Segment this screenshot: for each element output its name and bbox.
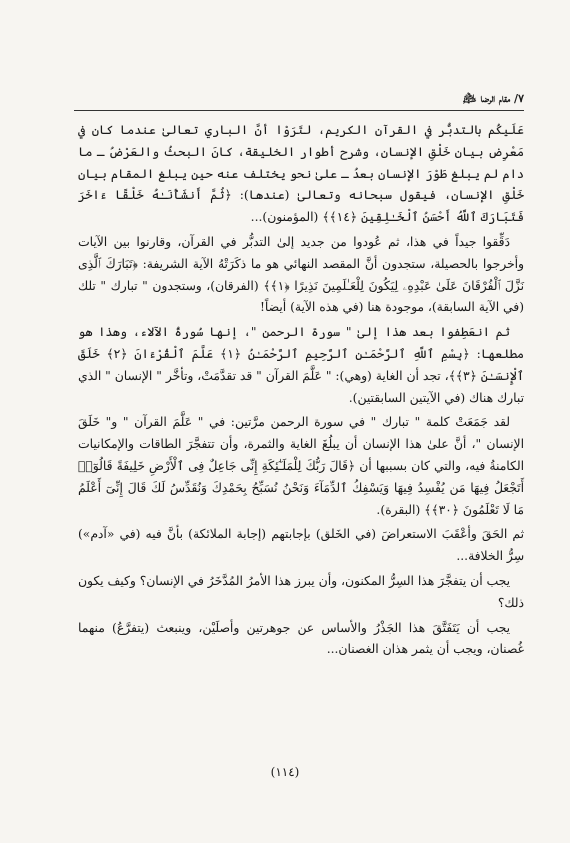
paragraph: لقد جَمَعَتْ كلمة " تبارك " في سورة الرحمن مرَّتين: في " عَلَّمَ القرآن " و" خَلَقَ الإنسان "، أنَّ علىٰ هذا الإنسان أن يبلُغَ الغاية والثمرة، وأن تتفجَّرَ الطاقات والإمكانيات الكامنةُ فيه، والتي كان بسببها أن ﴿قَالَ رَبُّكَ لِلْمَلَـٰٓئِكَةِ إِنِّى جَاعِلٌ فِى ٱلْأَرْضِ خَلِيفَةً قَالُوٓا۟ أَتَجْعَلُ فِيهَا مَن يُفْسِدُ فِيهَا وَيَسْفِكُ ٱلدِّمَآءَ وَنَحْنُ نُسَبِّحُ بِحَمْدِكَ وَنُقَدِّسُ لَكَ قَالَ إِنِّىٓ أَعْلَمُ مَا لَا تَعْلَمُونَ ﴿٣٠﴾﴾ (البقرة). — [78, 415, 524, 517]
paragraph: دَقِّقوا جيداً في هذا، ثم عُودوا من جديد إلىٰ التدبُّر في القرآن، وقارنوا بين الآيات وأخرجوا بالحصيلة، ستجدون أنَّ المقصد النهائي هو ما ذكَرَتْهُ الآية الشريفة: ﴿تَبَارَكَ ٱلَّذِى نَزَّلَ ٱلْفُرْقَانَ عَلَىٰ عَبْدِهِۦ لِيَكُونَ لِلْعَـٰلَمِينَ نَذِيرًا ﴿١﴾﴾ (الفرقان)، وستجدون " تبارك " تلك (في الآية السابقة)، موجودة هنا (في هذه الآية) أيضاً! — [78, 234, 525, 315]
paragraph: ثم الحَقَ وأعْقَبَ الاستعراضَ (في الخَلق) بإجابتهم (إجابة الملائكة) بأنَّ فيه (في «آدم») سِرُّ الخلافة... — [78, 527, 524, 564]
paragraph: يجب أن يَتَفَتَّقَ هذا الجَذْرُ والأساس عن جوهرتين وأصلَيْن، وينبعث (يتفرَّعُ) منهما غُصنان، ويجب أن يثمر هذان الغصنان... — [78, 620, 524, 657]
running-header — [74, 92, 524, 111]
document-body — [78, 120, 524, 664]
page-number: (١١٤) — [270, 765, 300, 779]
paragraph: يجب أن يتفجَّرَ هذا السِرُّ المكنون، وأن يبرز هذا الأمرُ المُدَّخَرُ في الإنسان؟ وكيف يكون ذلك؟ — [78, 573, 524, 610]
paragraph: ثم انعَطِفوا بعد هذا إلىٰ " سورة الرحمن "، إنها سُورةُ الآلاء، وهذا هو مطلعها: ﴿بِسْمِ ٱللَّهِ ٱلرَّحْمَـٰنِ ٱلرَّحِيمِ ٱلرَّحْمَـٰنُ ﴿١﴾ عَلَّمَ ٱلْقُرْءَانَ ﴿٢﴾ خَلَقَ ٱلْإِنسَـٰنَ ﴿٣﴾﴾، تجد أن الغاية (وهي): " عَلَّمَ القرآن " قد تقدَّمَتْ، وتأخَّر " الإنسان " الذي تبارك هناك (في الآيتين السابقتين). — [78, 325, 524, 405]
paragraph: عَلَيكُم بالتدبُّر في القرآن الكريم، لتَرَوْا أنَّ الباري تعالىٰ عندما كان في مَعْرِض بيان خَلْقِ الإنسان، وشرح أطوار الخليقة، كانَ البحثُ والعَرْضُ ـ ما دام لم يبلغ طَوْرَ الإنسان بعدُ ـ علىٰ نحو يختلف عنه حين يبلغ المقام بيان خَلْقِ الإنسان، فيقول سبحانه وتعالىٰ (عندها): ﴿ثُمَّ أَنشَأْنَـٰهُ خَلْقًا ءَاخَرَ فَتَبَارَكَ ٱللَّهُ أَحْسَنُ ٱلْخَـٰلِقِينَ ﴿١٤﴾﴾ (المؤمنون)... — [78, 123, 524, 225]
header-title: ٧/ مقام الرضا ﵇ — [462, 92, 524, 105]
